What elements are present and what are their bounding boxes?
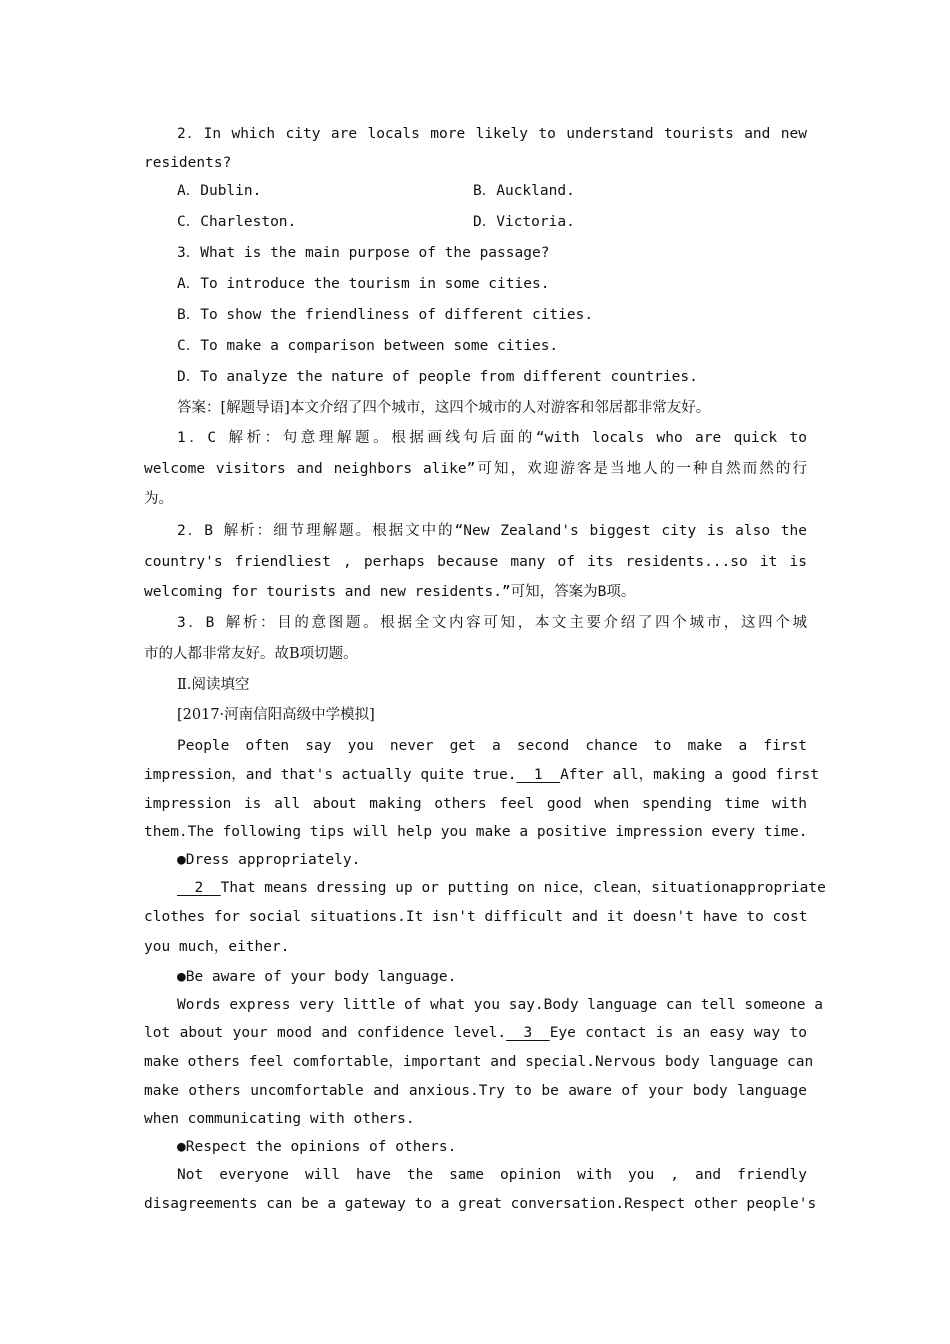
passage-p3-line5: when communicating with others.	[144, 1111, 415, 1127]
answer1-line2: welcome visitors and neighbors alike”可知，欢迎游客是当地人的一种自然而然的行	[144, 461, 807, 477]
passage-p2-line3: you much，either.	[144, 939, 290, 955]
q3-stem: 3．What is the main purpose of the passage?	[177, 245, 550, 261]
blank-3: 3	[506, 1025, 550, 1041]
tip-heading-respect: ●Respect the opinions of others.	[177, 1139, 457, 1155]
section-source: [2017·河南信阳高级中学模拟]	[177, 707, 375, 723]
tip-heading-dress: ●Dress appropriately.	[177, 852, 361, 868]
q3-option-c: C．To make a comparison between some cities.	[177, 338, 559, 354]
answer2-line1: 2．B 解析：细节理解题。根据文中的“New Zealand's biggest city is also the	[177, 523, 807, 539]
answer1-line1: 1．C 解析：句意理解题。根据画线句后面的“with locals who are quick to	[177, 430, 807, 446]
passage-p2-line1	[177, 878, 826, 898]
answer3-line2: 市的人都非常友好。故B项切题。	[144, 646, 358, 662]
q2-options-row2	[177, 212, 807, 232]
passage-p4-line2: disagreements can be a gateway to a great conversation.Respect other people's	[144, 1196, 817, 1212]
q2-stem-line2: residents?	[144, 155, 232, 171]
passage-p4-line1: Not everyone will have the same opinion with you , and friendly	[177, 1167, 807, 1183]
answer3-line1: 3．B 解析：目的意图题。根据全文内容可知，本文主要介绍了四个城市，这四个城	[177, 615, 807, 631]
q2-options-row1	[177, 181, 807, 201]
tip-heading-body-language: ●Be aware of your body language.	[177, 969, 457, 985]
q2-stem-line1: 2．In which city are locals more likely to understand tourists and new	[177, 126, 807, 142]
q2-option-a: A．Dublin.	[177, 183, 262, 199]
passage-p3-line2-a: lot about your mood and confidence level.	[144, 1025, 507, 1041]
answer2-line2: country's friendliest , perhaps because many of its residents...so it is	[144, 554, 807, 570]
answer-intro: 答案：[解题导语]本文介绍了四个城市，这四个城市的人对游客和邻居都非常友好。	[177, 400, 711, 416]
passage-p3-line4: make others uncomfortable and anxious.Try to be aware of your body language	[144, 1083, 807, 1099]
blank-1: 1	[516, 767, 561, 783]
answer2-line3: welcoming for tourists and new residents.”可知，答案为B项。	[144, 584, 636, 600]
answer1-line3: 为。	[144, 491, 173, 507]
passage-p3-line3: make others feel comfortable，important and special.Nervous body language can	[144, 1054, 814, 1070]
q3-option-a: A．To introduce the tourism in some cities.	[177, 276, 550, 292]
blank-2: 2	[177, 880, 221, 896]
q2-option-b: B．Auckland.	[473, 183, 575, 199]
passage-p1-line1: People often say you never get a second chance to make a first	[177, 738, 807, 754]
passage-p1-line4: them.The following tips will help you make a positive impression every time.	[144, 824, 808, 840]
passage-p3-line1: Words express very little of what you say.Body language can tell someone a	[177, 997, 824, 1013]
passage-p1-line2-a: impression，and that's actually quite true.	[144, 767, 517, 783]
section-title: Ⅱ.阅读填空	[177, 677, 250, 693]
q2-option-d: D．Victoria.	[473, 214, 575, 230]
passage-p1-line2-b: After all，making a good first	[560, 767, 820, 783]
passage-p1-line2	[144, 765, 820, 785]
passage-p2-line2: clothes for social situations.It isn't difficult and it doesn't have to cost	[144, 909, 808, 925]
q2-option-c: C．Charleston.	[177, 214, 297, 230]
passage-p3-line2	[144, 1023, 807, 1043]
passage-p3-line2-b: Eye contact is an easy way to	[549, 1025, 807, 1041]
q3-option-d: D．To analyze the nature of people from different countries.	[177, 369, 698, 385]
passage-p2-line1-b: That means dressing up or putting on nice，clean，situationappropriate	[220, 880, 826, 896]
passage-p1-line3: impression is all about making others feel good when spending time with	[144, 796, 807, 812]
q3-option-b: B．To show the friendliness of different cities.	[177, 307, 594, 323]
